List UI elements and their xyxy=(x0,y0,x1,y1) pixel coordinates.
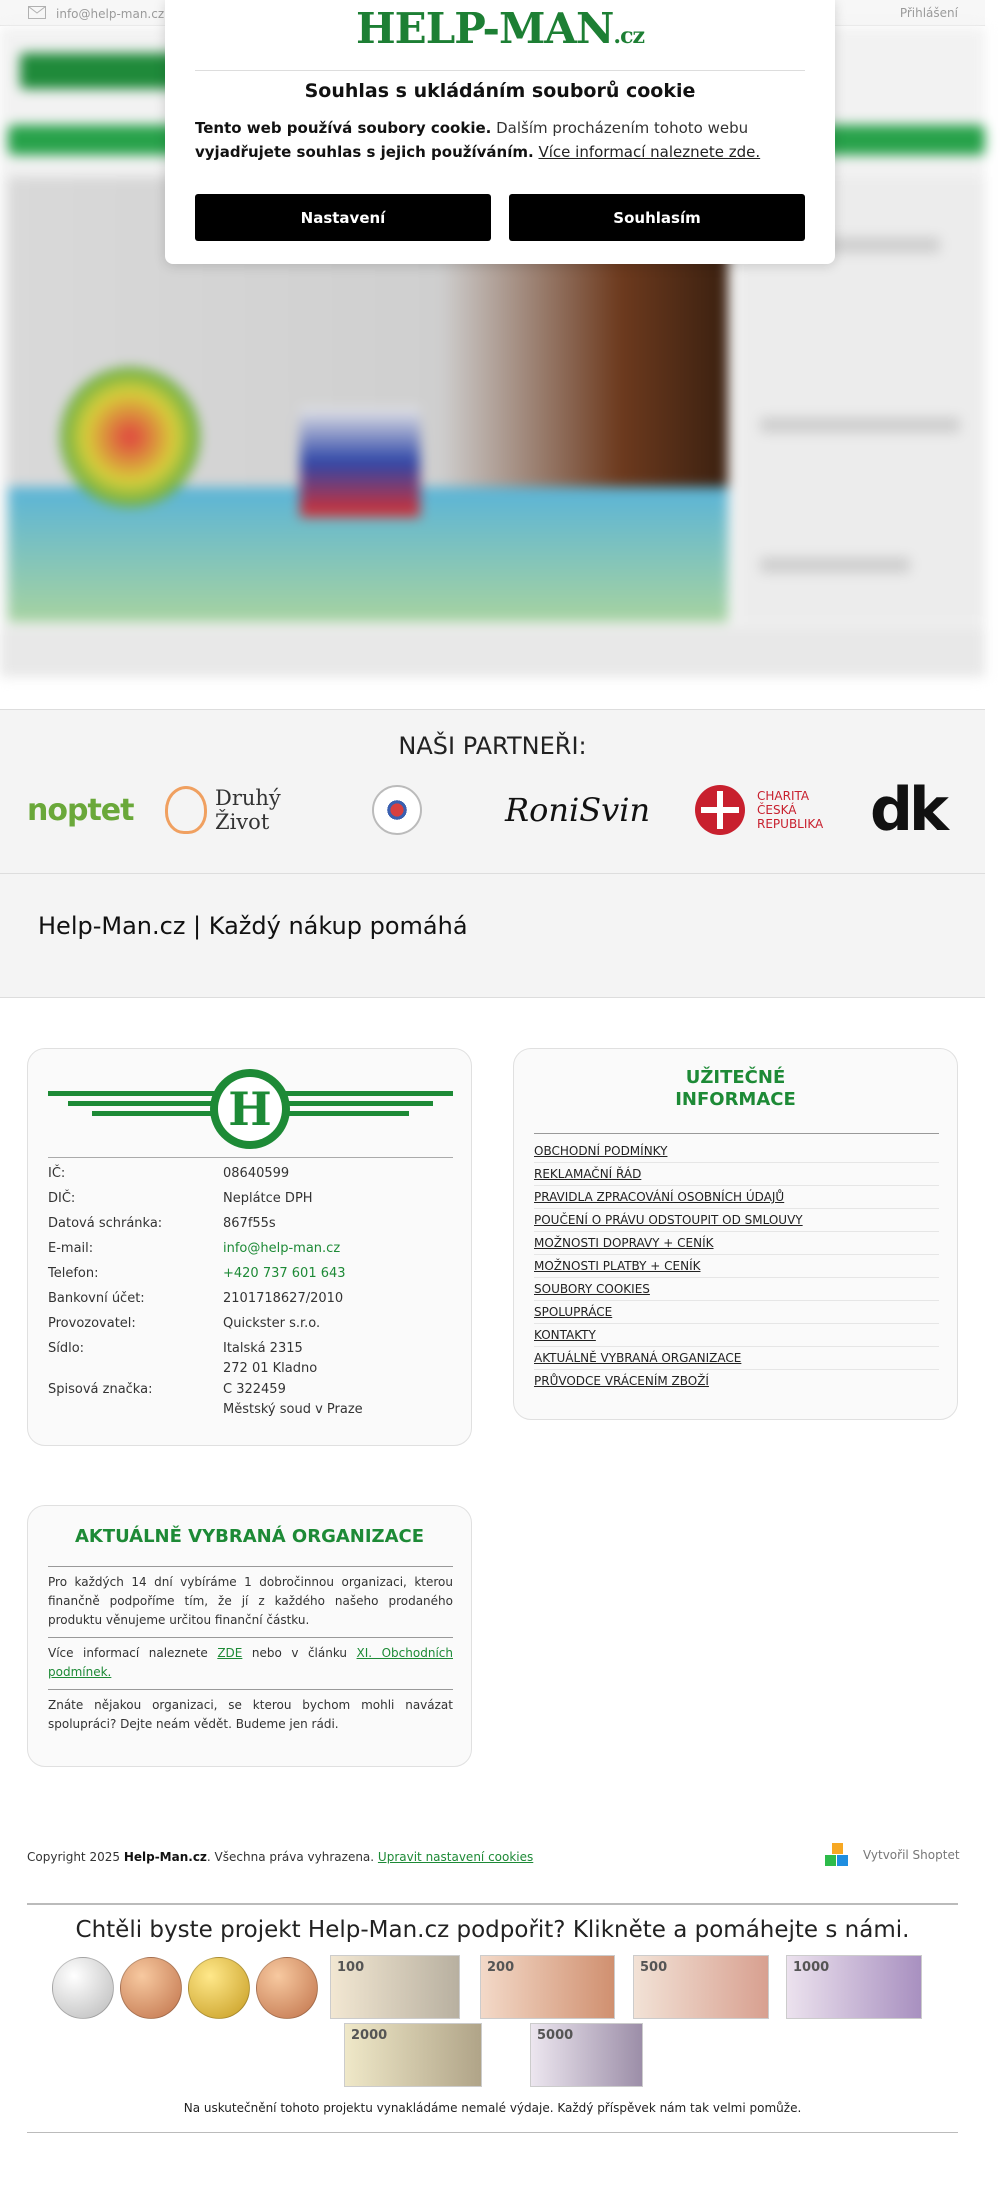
support-title[interactable]: Chtěli byste projekt Help-Man.cz podpořit? Klikněte a pomáhejte s námi. xyxy=(75,1917,910,1943)
cookie-more-info-link[interactable]: Více informací naleznete zde. xyxy=(538,143,761,161)
banknote-200[interactable]: 200 xyxy=(480,1955,615,2019)
partner-logo-druhy-zivot[interactable]: Druhý Život xyxy=(165,780,285,840)
useful-link[interactable]: PRAVIDLA ZPRACOVÁNÍ OSOBNÍCH ÚDAJŮ xyxy=(534,1186,939,1209)
useful-info-card xyxy=(513,1048,958,1420)
cookie-brand-logo: HELP-MAN.cz xyxy=(356,4,644,53)
partners-section xyxy=(0,709,985,874)
charita-cross-icon xyxy=(695,785,745,835)
h-logo-icon: H xyxy=(218,1077,282,1141)
seal-icon xyxy=(372,785,422,835)
cookie-settings-button[interactable]: Nastavení xyxy=(195,194,491,241)
organization-title: AKTUÁLNĚ VYBRANÁ ORGANIZACE xyxy=(74,1526,425,1547)
partner-logo-shoptet[interactable]: noptet xyxy=(27,792,134,828)
shoptet-credit[interactable]: Vytvořil Shoptet xyxy=(825,1843,960,1867)
envelope-icon xyxy=(28,6,46,22)
hero-toy-blurred xyxy=(60,367,200,507)
company-row: E-mail: info@help-man.cz xyxy=(48,1239,453,1263)
support-divider-bottom xyxy=(27,2132,958,2133)
top-email-link[interactable] xyxy=(28,6,164,22)
selected-organization-card xyxy=(27,1505,472,1767)
company-details xyxy=(48,1157,453,1421)
head-outline-icon xyxy=(165,786,207,834)
useful-link[interactable]: MOŽNOSTI PLATBY + CENÍK xyxy=(534,1255,939,1278)
login-link[interactable]: Přihlášení xyxy=(899,6,958,20)
cookie-divider xyxy=(195,70,805,71)
cookie-accept-button[interactable]: Souhlasím xyxy=(509,194,805,241)
hero-bottom-blurred xyxy=(0,627,985,677)
company-email-link[interactable]: info@help-man.cz xyxy=(223,1241,341,1256)
organization-paragraph: Pro každých 14 dní vybíráme 1 dobročinnou organizaci, kterou finančně podpoříme tím, že jí z každého našeho prodaného produktu věnujeme určitou finanční částku. xyxy=(48,1566,453,1637)
coin-20-icon xyxy=(188,1957,250,2019)
company-row: Sídlo: Italská 2315 272 01 Kladno xyxy=(48,1341,318,1376)
organization-zde-link[interactable]: ZDE xyxy=(217,1646,243,1660)
cookie-consent-dialog xyxy=(165,0,835,264)
company-row: Telefon: +420 737 601 643 xyxy=(48,1264,453,1288)
cookie-text: Tento web používá soubory cookie. Dalším procházením tohoto webu vyjadřujete souhlas s jejich používáním. Více informací naleznete zde. xyxy=(195,119,761,161)
top-email-text: info@help-man.cz xyxy=(56,7,165,21)
hero-box-blurred xyxy=(300,407,420,517)
banknote-100[interactable]: 100 xyxy=(330,1955,460,2019)
company-row: Datová schránka: 867f55s xyxy=(48,1216,276,1231)
company-row: Provozovatel: Quickster s.r.o. xyxy=(48,1316,321,1331)
useful-link[interactable]: AKTUÁLNĚ VYBRANÁ ORGANIZACE xyxy=(534,1347,939,1370)
partner-logo-charita[interactable]: CHARITA ČESKÁ REPUBLIKA xyxy=(695,780,827,840)
useful-links-list xyxy=(534,1133,939,1392)
banknote-1000[interactable]: 1000 xyxy=(786,1955,922,2019)
organization-body xyxy=(48,1566,453,1741)
partner-logo-dk[interactable]: dk xyxy=(870,775,945,845)
tagline-strip xyxy=(0,874,985,998)
terms-article-link[interactable]: XI. Obchodních podmínek. xyxy=(48,1646,453,1679)
coin-10-icon xyxy=(120,1957,182,2019)
company-row: Spisová značka: C 322459 Městský soud v Praze xyxy=(48,1382,363,1417)
useful-link[interactable]: PRŮVODCE VRÁCENÍM ZBOŽÍ xyxy=(534,1374,709,1388)
copyright: Copyright 2025 Help-Man.cz. Všechna práva vyhrazena. Upravit nastavení cookies xyxy=(27,1850,534,1864)
banknote-2000[interactable]: 2000 xyxy=(344,2023,482,2087)
partner-logo-seal[interactable] xyxy=(372,780,422,840)
useful-link[interactable]: POUČENÍ O PRÁVU ODSTOUPIT OD SMLOUVY xyxy=(534,1209,939,1232)
useful-link[interactable]: MOŽNOSTI DOPRAVY + CENÍK xyxy=(534,1232,939,1255)
shoptet-logo-icon xyxy=(825,1843,849,1867)
partner-logo-ronisvin[interactable]: RoniSvin xyxy=(505,791,651,829)
company-phone-link[interactable]: +420 737 601 643 xyxy=(223,1266,346,1281)
useful-link[interactable]: OBCHODNÍ PODMÍNKY xyxy=(534,1140,939,1163)
company-row: IČ: 08640599 xyxy=(48,1166,290,1181)
coin-50-icon xyxy=(256,1957,318,2019)
cookie-title: Souhlas s ukládáním souborů cookie xyxy=(304,80,696,102)
organization-paragraph: Více informací naleznete ZDE nebo v článku XI. Obchodních podmínek. xyxy=(48,1637,453,1689)
coins-row[interactable] xyxy=(52,1957,318,2019)
useful-link[interactable]: SOUBORY COOKIES xyxy=(534,1278,939,1301)
support-divider-top xyxy=(27,1903,958,1905)
banknote-5000[interactable]: 5000 xyxy=(530,2023,643,2087)
company-row: Bankovní účet: 2101718627/2010 xyxy=(48,1291,344,1306)
coin-5-icon xyxy=(52,1957,114,2019)
organization-paragraph: Znáte nějakou organizaci, se kterou bychom mohli navázat spolupráci? Dejte neám vědět. Budeme jen rádi. xyxy=(48,1689,453,1741)
tagline-heading: Help-Man.cz | Každý nákup pomáhá xyxy=(38,912,468,940)
useful-link[interactable]: SPOLUPRÁCE xyxy=(534,1301,939,1324)
useful-link[interactable]: REKLAMAČNÍ ŘÁD xyxy=(534,1163,939,1186)
cookie-settings-link[interactable]: Upravit nastavení cookies xyxy=(377,1850,534,1864)
useful-info-title: UŽITEČNÉ INFORMACE xyxy=(675,1067,796,1110)
company-row: DIČ: Neplátce DPH xyxy=(48,1191,313,1206)
banknote-500[interactable]: 500 xyxy=(633,1955,769,2019)
support-caption: Na uskutečnění tohoto projektu vynakládáme nemalé výdaje. Každý příspěvek nám tak velmi pomůže. xyxy=(183,2101,802,2115)
partners-title: NAŠI PARTNEŘI: xyxy=(398,732,587,760)
help-man-emblem xyxy=(48,1069,453,1149)
company-info-card xyxy=(27,1048,472,1446)
useful-link[interactable]: KONTAKTY xyxy=(534,1324,939,1347)
